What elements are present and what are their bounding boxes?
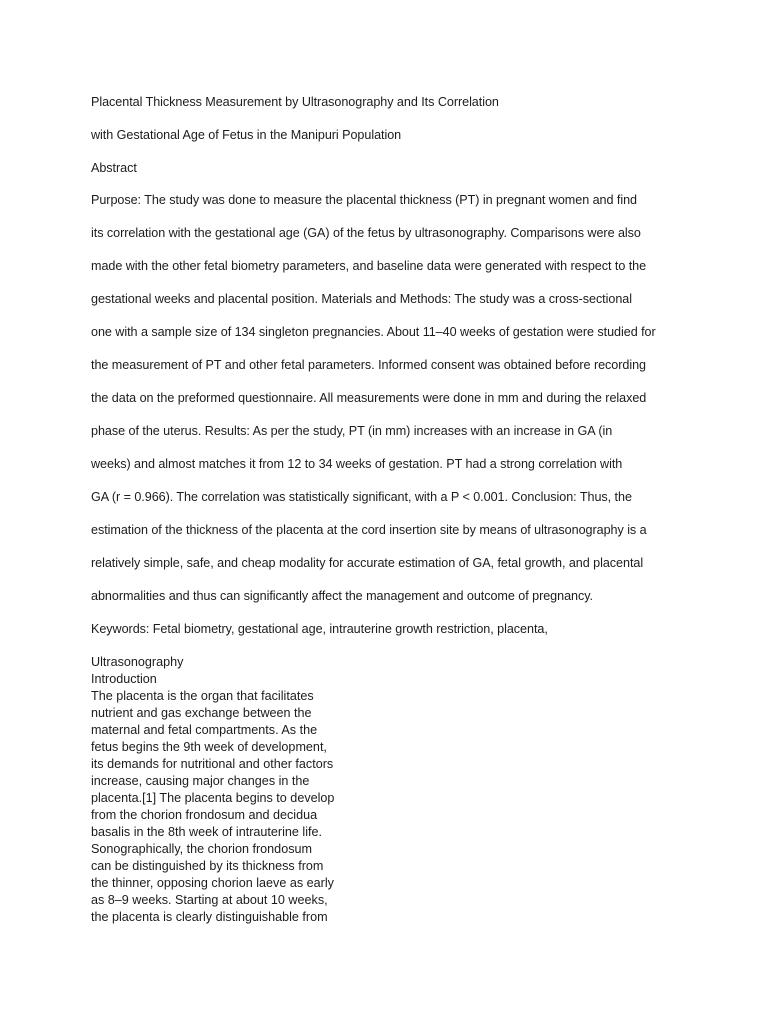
keywords-line: Keywords: Fetal biometry, gestational age, intrauterine growth restriction, placenta,: [91, 622, 548, 636]
body-line: Sonographically, the chorion frondosum: [91, 842, 312, 856]
body-line: from the chorion frondosum and decidua: [91, 808, 318, 822]
abstract-line: abnormalities and thus can significantly affect the management and outcome of pregnancy.: [91, 589, 593, 603]
body-line: as 8–9 weeks. Starting at about 10 weeks,: [91, 893, 328, 907]
introduction-heading: Introduction: [91, 672, 157, 686]
abstract-line: Purpose: The study was done to measure the placental thickness (PT) in pregnant women and find: [91, 193, 638, 207]
abstract-line: the measurement of PT and other fetal parameters. Informed consent was obtained before recording: [91, 358, 647, 372]
abstract-heading: Abstract: [91, 161, 137, 175]
abstract-line: relatively simple, safe, and cheap modality for accurate estimation of GA, fetal growth, and placental: [91, 556, 644, 570]
body-line: The placenta is the organ that facilitates: [91, 689, 314, 703]
abstract-line: weeks) and almost matches it from 12 to 34 weeks of gestation. PT had a strong correlation with: [91, 457, 623, 471]
body-line: fetus begins the 9th week of development,: [91, 740, 327, 754]
abstract-line: gestational weeks and placental position. Materials and Methods: The study was a cross-sectional: [91, 292, 632, 306]
abstract-line: its correlation with the gestational age (GA) of the fetus by ultrasonography. Comparisons were also: [91, 226, 641, 240]
abstract-line: estimation of the thickness of the placenta at the cord insertion site by means of ultrasonography is a: [91, 523, 647, 537]
abstract-line: made with the other fetal biometry parameters, and baseline data were generated with respect to the: [91, 259, 647, 273]
abstract-line: phase of the uterus. Results: As per the study, PT (in mm) increases with an increase in GA (in: [91, 424, 613, 438]
abstract-line: the data on the preformed questionnaire. All measurements were done in mm and during the relaxed: [91, 391, 647, 405]
body-line: its demands for nutritional and other factors: [91, 757, 334, 771]
introduction-column: [91, 654, 361, 926]
abstract-line: one with a sample size of 134 singleton pregnancies. About 11–40 weeks of gestation were studied for: [91, 325, 656, 339]
keyword-continuation: Ultrasonography: [91, 655, 184, 669]
body-line: nutrient and gas exchange between the: [91, 706, 312, 720]
body-line: basalis in the 8th week of intrauterine life.: [91, 825, 323, 839]
title-line-2: with Gestational Age of Fetus in the Manipuri Population: [91, 128, 402, 142]
body-line: placenta.[1] The placenta begins to develop: [91, 791, 335, 805]
body-line: maternal and fetal compartments. As the: [91, 723, 318, 737]
body-line: can be distinguished by its thickness from: [91, 859, 324, 873]
title-line-1: Placental Thickness Measurement by Ultrasonography and Its Correlation: [91, 95, 499, 109]
abstract-line: GA (r = 0.966). The correlation was statistically significant, with a P < 0.001. Conclusion: Thus, the: [91, 490, 632, 504]
body-line: increase, causing major changes in the: [91, 774, 310, 788]
body-line: the thinner, opposing chorion laeve as early: [91, 876, 334, 890]
body-line: the placenta is clearly distinguishable from: [91, 910, 328, 924]
